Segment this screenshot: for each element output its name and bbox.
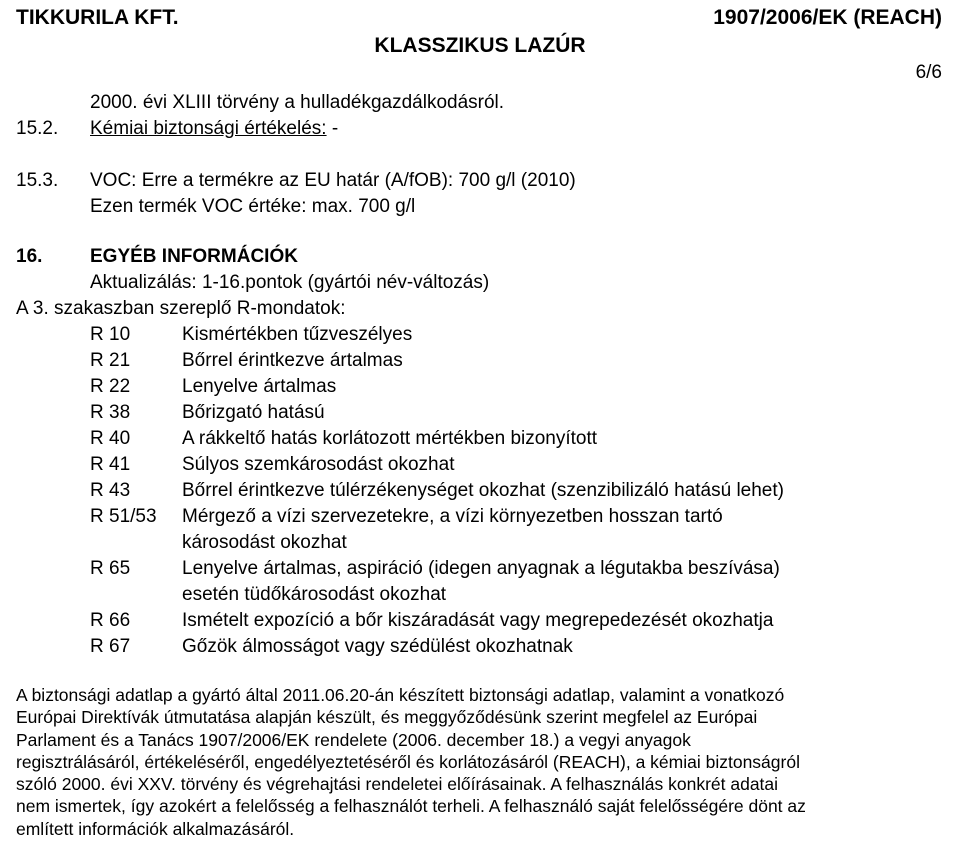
r-phrase-text-continued: károsodást okozhat bbox=[182, 532, 347, 553]
r-phrase-code: R 65 bbox=[90, 558, 131, 579]
waste-law-line: 2000. évi XLIII törvény a hulladékgazdálkodásról. bbox=[90, 92, 505, 113]
disclaimer-line: regisztrálásáról, értékeléséről, engedélyeztetéséről és korlátozásáról (REACH), a kémiai biztonságról bbox=[16, 751, 800, 772]
r-phrase-text: Bőrizgató hatású bbox=[182, 402, 325, 423]
r-phrase-text: Súlyos szemkárosodást okozhat bbox=[182, 454, 455, 475]
voc-limit-line: VOC: Erre a termékre az EU határ (A/fOB): 700 g/l (2010) bbox=[90, 170, 576, 191]
r-phrase-text-continued: esetén tüdőkárosodást okozhat bbox=[182, 584, 447, 605]
page-number: 6/6 bbox=[915, 62, 942, 83]
r-phrases-intro: A 3. szakaszban szereplő R-mondatok: bbox=[16, 298, 346, 319]
r-phrase-text: Lenyelve ártalmas, aspiráció (idegen anyagnak a légutakba beszívása) bbox=[182, 558, 780, 579]
r-phrase-text: Lenyelve ártalmas bbox=[182, 376, 337, 397]
section-16-title: EGYÉB INFORMÁCIÓK bbox=[90, 246, 298, 267]
section-15-2-label: Kémiai biztonsági értékelés: bbox=[90, 118, 327, 139]
section-15-3-number: 15.3. bbox=[16, 170, 59, 191]
regulation-ref: 1907/2006/EK (REACH) bbox=[713, 6, 942, 29]
r-phrase-text: Kismértékben tűzveszélyes bbox=[182, 324, 413, 345]
r-phrase-code: R 38 bbox=[90, 402, 131, 423]
r-phrase-code: R 22 bbox=[90, 376, 131, 397]
disclaimer-line: említett információk alkalmazásáról. bbox=[16, 818, 295, 839]
r-phrase-code: R 66 bbox=[90, 610, 131, 631]
r-phrase-text: Bőrrel érintkezve ártalmas bbox=[182, 350, 403, 371]
r-phrase-text: Mérgező a vízi szervezetekre, a vízi környezetben hosszan tartó bbox=[182, 506, 723, 527]
r-phrase-code: R 67 bbox=[90, 636, 131, 657]
r-phrase-code: R 10 bbox=[90, 324, 131, 345]
disclaimer-line: Parlament és a Tanács 1907/2006/EK rendelete (2006. december 18.) a vegyi anyagok bbox=[16, 729, 691, 750]
r-phrase-code: R 40 bbox=[90, 428, 131, 449]
section-15-2-line bbox=[90, 118, 338, 140]
disclaimer-line: A biztonsági adatlap a gyártó által 2011.06.20-án készített biztonsági adatlap, valamint a vonatkozó bbox=[16, 685, 785, 705]
r-phrase-code: R 43 bbox=[90, 480, 131, 501]
section-15-2-value: - bbox=[326, 118, 339, 139]
r-phrase-text: Bőrrel érintkezve túlérzékenységet okozhat (szenzibilizáló hatású lehet) bbox=[182, 480, 784, 501]
r-phrase-code: R 51/53 bbox=[90, 506, 157, 527]
disclaimer-line: Európai Direktívák útmutatása alapján készült, és meggyőződésünk szerint megfelel az Európai bbox=[16, 707, 758, 728]
disclaimer-line: nem ismertek, így azokért a felelősség a felhasználót terheli. A felhasználó saját felelősségére dönt az bbox=[16, 796, 806, 817]
company-name: TIKKURILA KFT. bbox=[16, 6, 179, 29]
section-16-number: 16. bbox=[16, 246, 43, 267]
r-phrase-code: R 41 bbox=[90, 454, 131, 475]
r-phrase-text: Ismételt expozíció a bőr kiszáradását vagy megrepedezését okozhatja bbox=[182, 610, 774, 631]
disclaimer-line: szóló 2000. évi XXV. törvény és végrehajtási rendeletei előírásainak. A felhasználás konkrét adatai bbox=[16, 774, 779, 795]
r-phrase-text: A rákkeltő hatás korlátozott mértékben bizonyított bbox=[182, 428, 598, 449]
r-phrase-text: Gőzök álmosságot vagy szédülést okozhatnak bbox=[182, 636, 573, 657]
r-phrase-code: R 21 bbox=[90, 350, 131, 371]
product-name: KLASSZIKUS LAZÚR bbox=[374, 34, 586, 57]
update-note: Aktualizálás: 1-16.pontok (gyártói név-változás) bbox=[90, 272, 490, 293]
section-15-2-number: 15.2. bbox=[16, 118, 59, 139]
disclaimer-paragraph bbox=[16, 684, 806, 840]
voc-value-line: Ezen termék VOC értéke: max. 700 g/l bbox=[90, 196, 416, 217]
